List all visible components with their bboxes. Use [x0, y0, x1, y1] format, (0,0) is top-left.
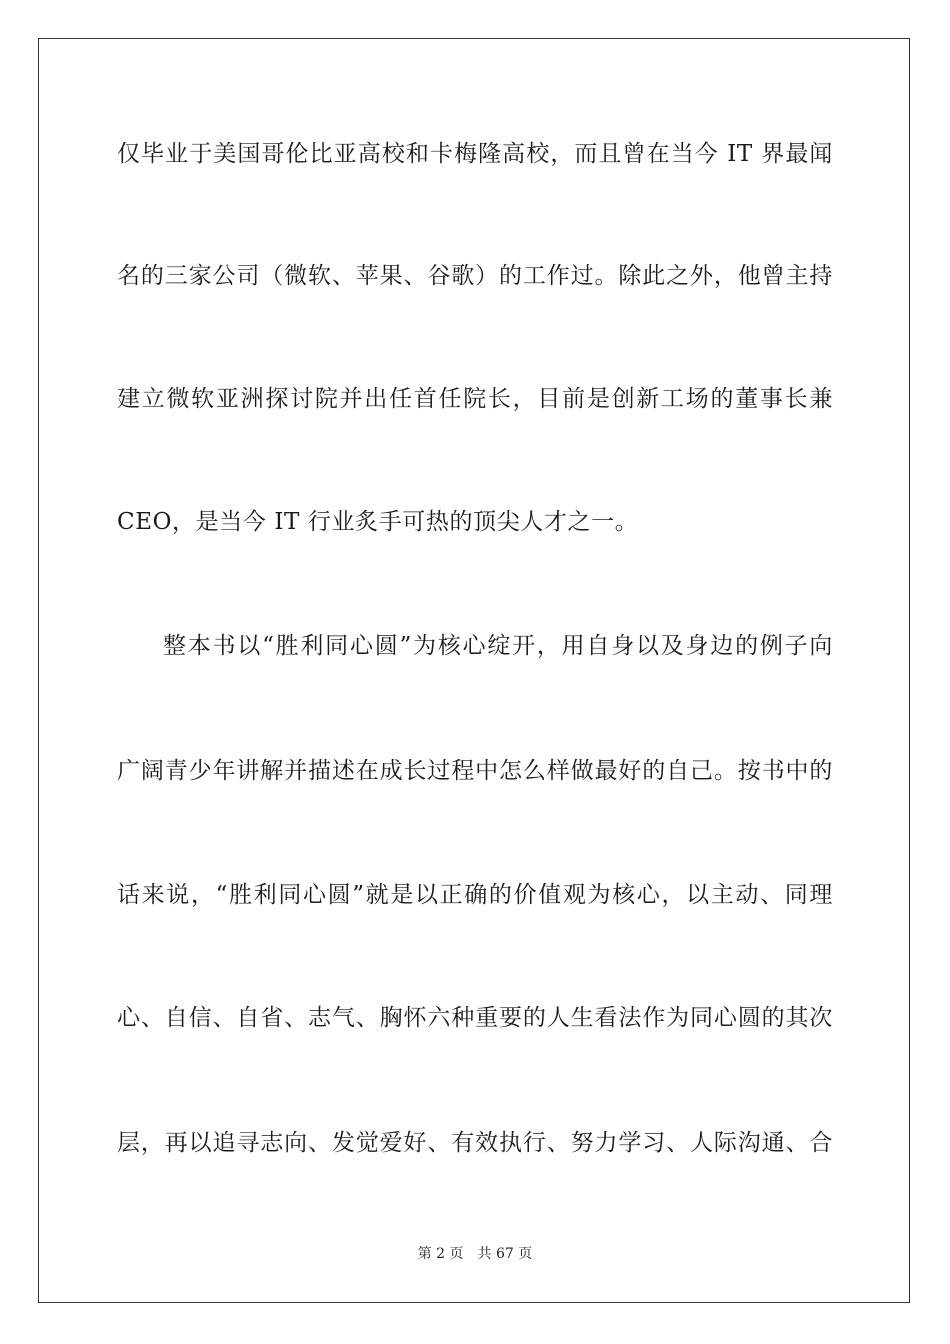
paragraph-first-line: 整本书以“胜利同心圆”为核心绽开，用自身以及身边的例子向 [163, 633, 833, 659]
text-line: 广阔青少年讲解并描述在成长过程中怎么样做最好的自己。按书中的 [117, 758, 833, 784]
text-line: 名的三家公司（微软、苹果、谷歌）的工作过。除此之外，他曾主持 [117, 263, 833, 289]
text-line: 心、自信、自省、志气、胸怀六种重要的人生看法作为同心圆的其次 [117, 1005, 833, 1031]
text-line: 建立微软亚洲探讨院并出任首任院长，目前是创新工场的董事长兼 [117, 386, 833, 412]
page-number: 第 2 页 [417, 1246, 464, 1262]
page-border [38, 38, 910, 1303]
text-line: 层，再以追寻志向、发觉爱好、有效执行、努力学习、人际沟通、合 [117, 1130, 833, 1156]
page-footer [0, 1245, 950, 1263]
text-line: 仅毕业于美国哥伦比亚高校和卡梅隆高校，而且曾在当今 IT 界最闻 [117, 141, 833, 167]
text-line: 话来说，“胜利同心圆”就是以正确的价值观为核心，以主动、同理 [117, 882, 833, 908]
text-line: CEO，是当今 IT 行业炙手可热的顶尖人才之一。 [117, 509, 639, 535]
page-total: 共 67 页 [477, 1246, 533, 1262]
